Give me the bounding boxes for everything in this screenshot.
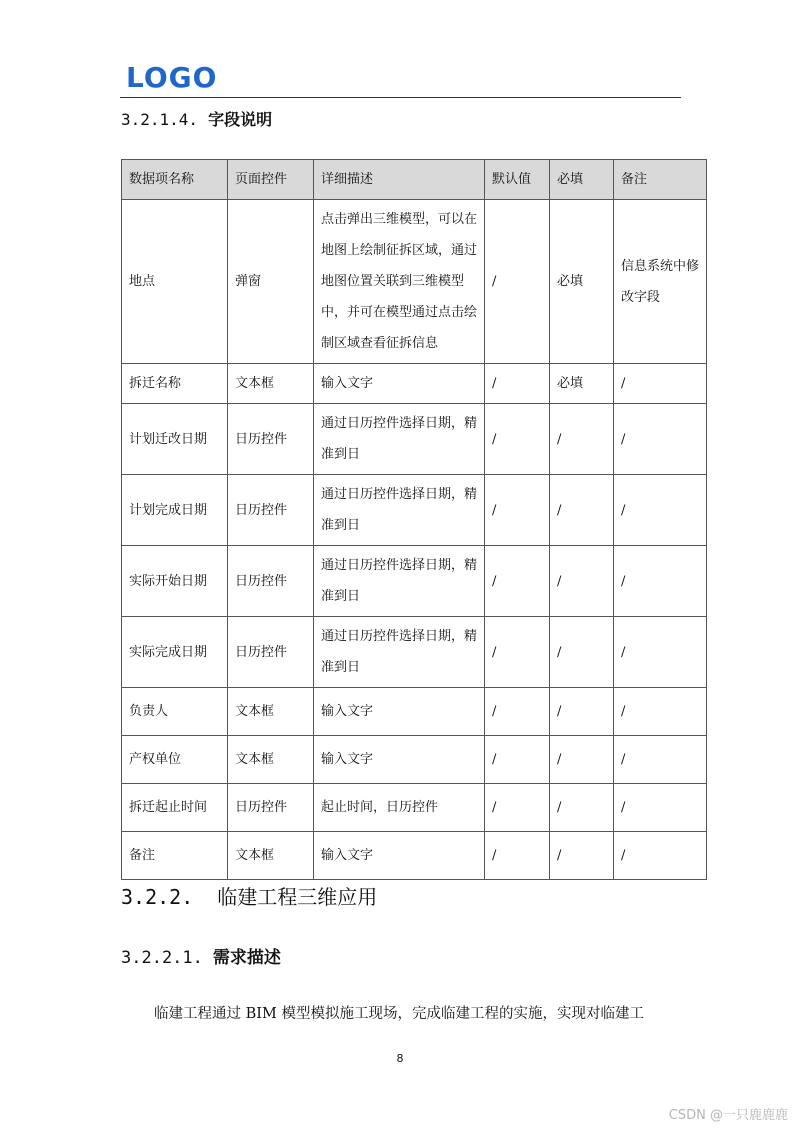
table-cell: 文本框 — [228, 688, 314, 736]
table-cell: 日历控件 — [228, 546, 314, 617]
table-cell: 拆迁名称 — [122, 364, 228, 404]
table-cell: / — [485, 832, 550, 880]
table-cell: 必填 — [550, 200, 614, 364]
table-cell: / — [614, 546, 707, 617]
table-row — [122, 475, 707, 546]
table-cell: 输入文字 — [314, 736, 485, 784]
table-cell: 文本框 — [228, 364, 314, 404]
table-cell: / — [614, 784, 707, 832]
table-cell: / — [550, 832, 614, 880]
table-cell: / — [485, 688, 550, 736]
table-cell: 文本框 — [228, 832, 314, 880]
field-description-table — [121, 159, 707, 880]
body-paragraph: 临建工程通过 BIM 模型模拟施工现场，完成临建工程的实施，实现对临建工 — [154, 1006, 644, 1022]
table-cell: / — [485, 364, 550, 404]
table-cell: / — [485, 546, 550, 617]
table-row — [122, 364, 707, 404]
table-row — [122, 404, 707, 475]
table-cell: 必填 — [550, 364, 614, 404]
header-cell: 数据项名称 — [122, 160, 228, 200]
table-cell: 通过日历控件选择日期，精准到日 — [314, 546, 485, 617]
table-cell: 通过日历控件选择日期，精准到日 — [314, 617, 485, 688]
table-cell: 输入文字 — [314, 832, 485, 880]
header-cell: 备注 — [614, 160, 707, 200]
header-cell: 必填 — [550, 160, 614, 200]
table-cell: / — [485, 617, 550, 688]
header-cell: 页面控件 — [228, 160, 314, 200]
header-cell: 详细描述 — [314, 160, 485, 200]
table-cell: 起止时间，日历控件 — [314, 784, 485, 832]
section-heading-fields — [121, 108, 272, 132]
table-cell: / — [550, 688, 614, 736]
table-cell: 输入文字 — [314, 688, 485, 736]
section-title: 字段说明 — [208, 110, 273, 129]
table-cell: 拆迁起止时间 — [122, 784, 228, 832]
table-cell: / — [485, 404, 550, 475]
table-cell: 备注 — [122, 832, 228, 880]
table-cell: 日历控件 — [228, 784, 314, 832]
table-row — [122, 617, 707, 688]
table-row — [122, 736, 707, 784]
page-number: 8 — [396, 1052, 404, 1065]
section-heading-requirements — [121, 946, 281, 970]
table-cell: 实际开始日期 — [122, 546, 228, 617]
table-cell: / — [550, 617, 614, 688]
table-cell: 通过日历控件选择日期，精准到日 — [314, 404, 485, 475]
table-row — [122, 784, 707, 832]
table-cell: / — [550, 475, 614, 546]
table-cell: / — [614, 404, 707, 475]
table-cell: 弹窗 — [228, 200, 314, 364]
table-cell: / — [550, 736, 614, 784]
table-cell: 文本框 — [228, 736, 314, 784]
section-number: 3.2.2.1. — [121, 948, 203, 968]
table-row — [122, 832, 707, 880]
table-cell: 日历控件 — [228, 404, 314, 475]
table-cell: / — [485, 475, 550, 546]
table-cell: / — [485, 784, 550, 832]
section-number: 3.2.2. — [121, 885, 194, 909]
table-row — [122, 546, 707, 617]
table-cell: / — [485, 200, 550, 364]
table-cell: 日历控件 — [228, 475, 314, 546]
table-cell: 信息系统中修改字段 — [614, 200, 707, 364]
table-cell: 计划迁改日期 — [122, 404, 228, 475]
table-cell: 输入文字 — [314, 364, 485, 404]
section-heading-temporary-works — [121, 883, 377, 911]
table-cell: 计划完成日期 — [122, 475, 228, 546]
table-cell: 通过日历控件选择日期，精准到日 — [314, 475, 485, 546]
table-row — [122, 688, 707, 736]
table-cell: / — [550, 784, 614, 832]
table-cell: / — [614, 688, 707, 736]
table-cell: / — [614, 364, 707, 404]
csdn-watermark: CSDN @一只鹿鹿鹿 — [668, 1108, 788, 1123]
table-cell: 日历控件 — [228, 617, 314, 688]
table-cell: 负责人 — [122, 688, 228, 736]
table-cell: 地点 — [122, 200, 228, 364]
table-cell: / — [614, 736, 707, 784]
table-header-row — [122, 160, 707, 200]
logo: LOGO — [126, 61, 218, 94]
section-number: 3.2.1.4. — [121, 110, 199, 129]
table-cell: / — [550, 546, 614, 617]
table-cell: 产权单位 — [122, 736, 228, 784]
table-cell: 实际完成日期 — [122, 617, 228, 688]
table-cell: / — [614, 617, 707, 688]
table-cell: / — [614, 475, 707, 546]
section-title: 需求描述 — [212, 948, 281, 968]
table-cell: 点击弹出三维模型，可以在地图上绘制征拆区域，通过地图位置关联到三维模型中，并可在模型通过点击绘制区域查看征拆信息 — [314, 200, 485, 364]
table-cell: / — [550, 404, 614, 475]
header-cell: 默认值 — [485, 160, 550, 200]
table-row — [122, 200, 707, 364]
table-cell: / — [614, 832, 707, 880]
header-divider — [120, 97, 681, 98]
section-title: 临建工程三维应用 — [217, 885, 378, 909]
table-cell: / — [485, 736, 550, 784]
